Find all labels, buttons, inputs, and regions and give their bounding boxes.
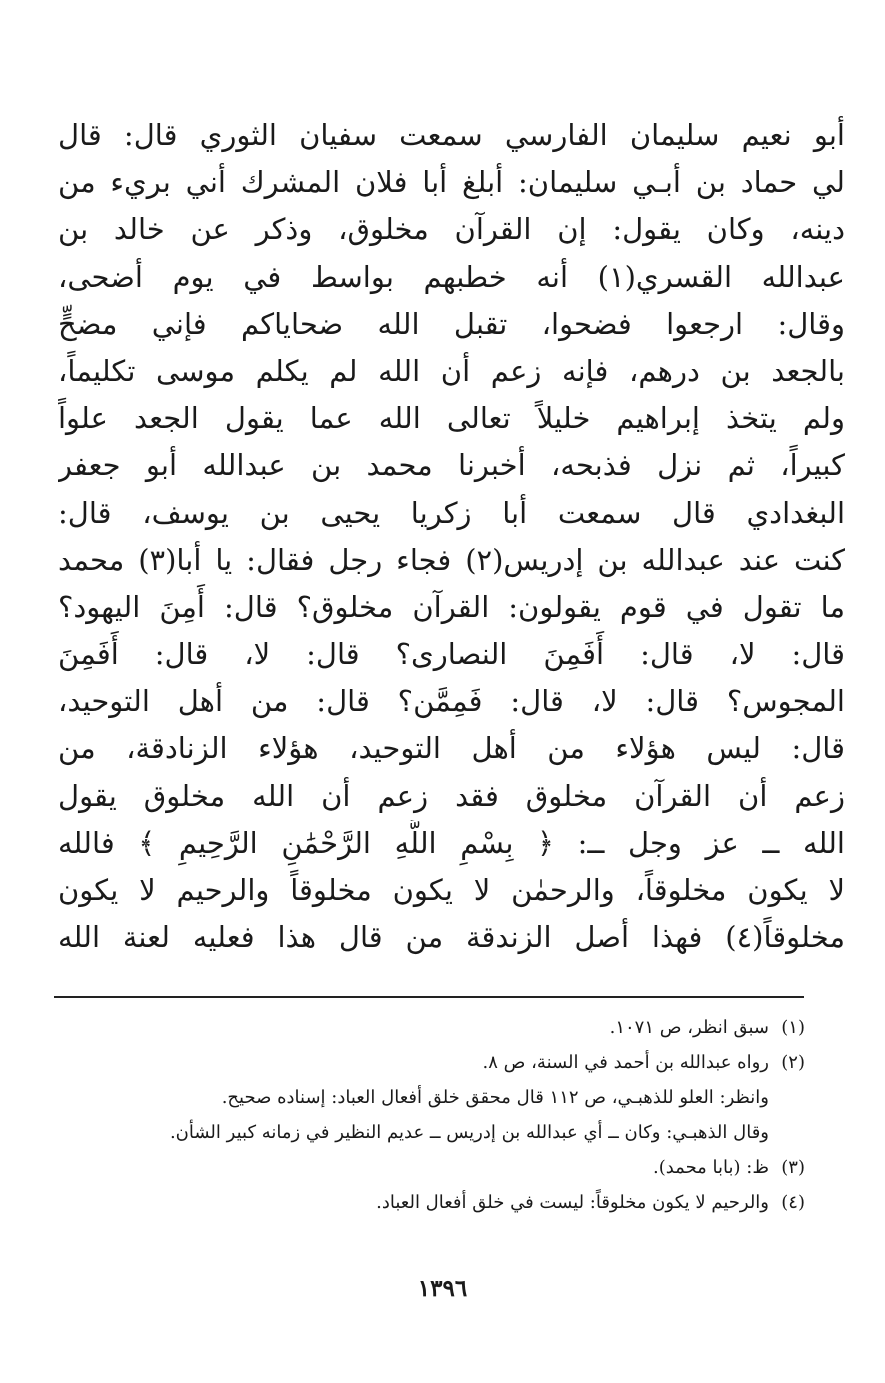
page-number: ١٣٩٦ [417, 1275, 468, 1302]
footnote [80, 1150, 805, 1185]
text-line: أبو نعيم سليمان الفارسي سمعت سفيان الثوري قال: قال [58, 118, 845, 152]
footnote-continuation [80, 1115, 805, 1150]
footnote-number: (٤) [781, 1192, 805, 1213]
footnote-text: وقال الذهبـي: وكان ــ أي عبدالله بن إدريس ــ عديم النظير في زمانه كبير الشأن. [169, 1122, 769, 1143]
footnotes [80, 1010, 805, 1220]
main-text [58, 112, 845, 961]
text-line: كنت عند عبدالله بن إدريس(٢) فجاء رجل فقال: يا أبا(٣) محمد [58, 542, 845, 577]
text-line: مخلوقاً(٤) فهذا أصل الزندقة من قال هذا فعليه لعنة الله [58, 920, 845, 955]
footnote-number: (٢) [781, 1052, 805, 1073]
footnote-text: رواه عبدالله بن أحمد في السنة، ص ٨. [482, 1052, 769, 1073]
text-line: المجوس؟ قال: لا، قال: فَمِمَّن؟ قال: من أهل التوحيد، [58, 684, 845, 719]
text-line: البغدادي قال سمعت أبا زكريا يحيى بن يوسف، قال: [58, 495, 845, 530]
footnote-number: (١) [781, 1017, 805, 1038]
text-line: قال: ليس هؤلاء من أهل التوحيد، هؤلاء الزنادقة، من [58, 731, 845, 766]
footnote [80, 1045, 805, 1080]
text-line: ما تقول في قوم يقولون: القرآن مخلوق؟ قال: أَمِنَ اليهود؟ [58, 589, 845, 624]
text-line: قال: لا، قال: أَفَمِنَ النصارى؟ قال: لا، قال: أَفَمِنَ [58, 637, 845, 672]
footnote-continuation [80, 1080, 805, 1115]
text-line: كبيراً، ثم نزل فذبحه، أخبرنا محمد بن عبدالله أبو جعفر [58, 448, 845, 483]
text-line: لي حماد بن أبـي سليمان: أبلغ أبا فلان المشرك أني بريء من [58, 165, 845, 200]
text-line: وقال: ارجعوا فضحوا، تقبل الله ضحاياكم فإني مضحٍّ [58, 306, 845, 341]
text-line: عبدالله القسري(١) أنه خطبهم بواسط في يوم أضحى، [58, 259, 845, 294]
footnote-text: ظ: (بابا محمد). [652, 1157, 769, 1178]
footnote-text: سبق انظر، ص ١٠٧١. [609, 1017, 769, 1038]
text-line: لا يكون مخلوقاً، والرحمٰن لا يكون مخلوقاً والرحيم لا يكون [58, 873, 845, 907]
text-line: زعم أن القرآن مخلوق فقد زعم أن الله مخلوق يقول [58, 778, 845, 813]
footnote-number: (٣) [781, 1157, 805, 1178]
text-line: بالجعد بن درهم، فإنه زعم أن الله لم يكلم موسى تكليماً، [58, 353, 845, 388]
footnote-text: والرحيم لا يكون مخلوقاً: ليست في خلق أفعال العباد. [376, 1192, 769, 1213]
footnote [80, 1185, 805, 1220]
footnote [80, 1010, 805, 1045]
text-line: دينه، وكان يقول: إن القرآن مخلوق، وذكر عن خالد بن [58, 212, 845, 247]
text-line: الله ــ عز وجل ــ: ﴿ بِسْمِ اللَّهِ الرَّحْمَٰنِ الرَّحِيمِ ﴾ فالله [58, 825, 845, 860]
footnote-divider [54, 996, 804, 998]
footnote-text: وانظر: العلو للذهبـي، ص ١١٢ قال محقق خلق أفعال العباد: إسناده صحيح. [221, 1087, 769, 1108]
text-line: ولم يتخذ إبراهيم خليلاً تعالى الله عما يقول الجعد علواً [58, 401, 845, 436]
